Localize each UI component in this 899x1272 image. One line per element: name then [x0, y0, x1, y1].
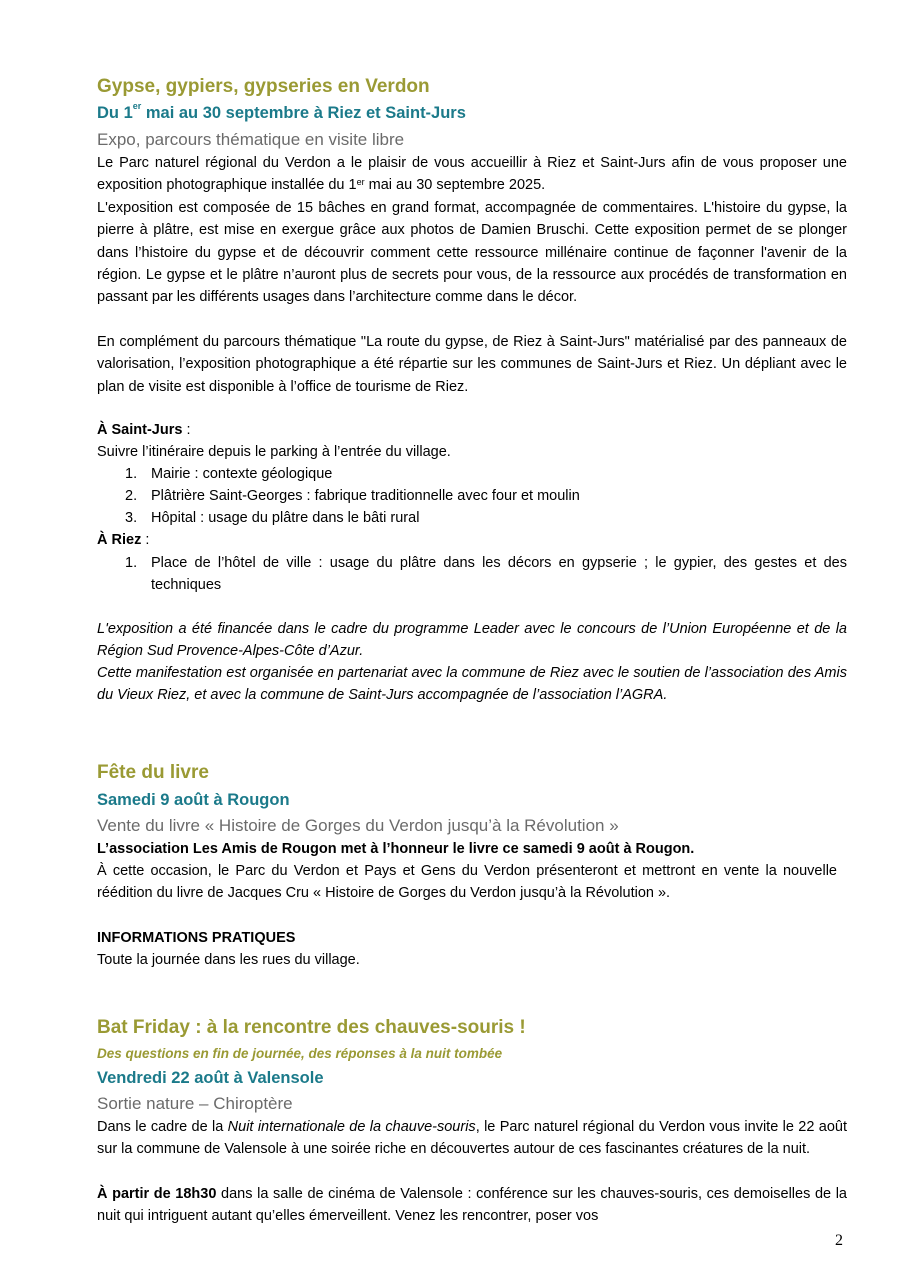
list-item: 2. Plâtrière Saint-Georges : fabrique traditionnelle avec four et moulin	[125, 488, 580, 504]
page-number: 2	[835, 1232, 843, 1249]
list-item: 1. Mairie : contexte géologique	[125, 466, 333, 482]
paragraph-parcours: En complément du parcours thématique "La route du gypse, de Riez à Saint-Jurs" matérialisé par des panneaux de valorisation, l’exposition photographique a été répartie sur les communes de Saint-Jurs et Riez. Un dépliant avec le plan de visite est disponible à l’office de tourisme de Riez.	[97, 334, 847, 395]
section-date-gypse: Du 1er mai au 30 septembre à Riez et Saint-Jurs	[97, 101, 466, 122]
list-item: 3. Hôpital : usage du plâtre dans le bâti rural	[125, 510, 420, 526]
saint-jurs-intro: Suivre l’itinéraire depuis le parking à l’entrée du village.	[97, 444, 451, 460]
info-title: INFORMATIONS PRATIQUES	[97, 930, 296, 946]
paragraph-intro: Le Parc naturel régional du Verdon a le plaisir de vous accueillir à Riez et Saint-Jurs afin de vous proposer une exposition photographique installée du 1er mai au 30 septembre 2025.	[97, 155, 847, 194]
list-item: 1. Place de l’hôtel de ville : usage du plâtre dans les décors en gypserie ; le gypier, des gestes et des techniques	[125, 555, 847, 594]
section-type-fete-du-livre: Vente du livre « Histoire de Gorges du Verdon jusqu’à la Révolution »	[97, 816, 619, 835]
section-date-fete-du-livre: Samedi 9 août à Rougon	[97, 791, 290, 809]
paragraph-partners: Cette manifestation est organisée en partenariat avec la commune de Riez avec le soutien de l’association des Amis du Vieux Riez, et avec la commune de Saint-Jurs accompagnée de l’association l’AGRA.	[97, 665, 847, 704]
paragraph-nuit: Dans le cadre de la Nuit internationale de la chauve-souris, le Parc naturel régional du Verdon vous invite le 22 août sur la commune de Valensole à une soirée riche en découvertes autour de ces fascinantes créatures de la nuit.	[97, 1119, 847, 1158]
paragraph-conference: À partir de 18h30 dans la salle de cinéma de Valensole : conférence sur les chauves-souris, ces demoiselles de la nuit qui intriguent autant qu’elles émerveillent. Venez les rencontrer, poser vos	[97, 1186, 847, 1225]
info-text: Toute la journée dans les rues du village.	[97, 952, 360, 968]
saint-jurs-heading: À Saint-Jurs :	[97, 422, 191, 438]
section-subtitle-bat-friday: Des questions en fin de journée, des réponses à la nuit tombée	[97, 1046, 503, 1061]
section-date-bat-friday: Vendredi 22 août à Valensole	[97, 1069, 324, 1087]
paragraph-exposition: L'exposition est composée de 15 bâches en grand format, accompagnée de commentaires. L'histoire du gypse, la pierre à plâtre, est mise en exergue grâce aux photos de Damien Bruschi. Cette exposition permet de se plonger dans l’histoire du gypse et de découvrir comment cette ressource millénaire continue de façonner l'avenir de la région. Le gypse et le plâtre n’auront plus de secrets pour vous, de la ressource aux procédés de transformation en passant par les différents usages dans l’architecture comme dans le décor.	[97, 200, 847, 306]
section-type-gypse: Expo, parcours thématique en visite libre	[97, 130, 405, 149]
paragraph-funding: L'exposition a été financée dans le cadre du programme Leader avec le concours de l’Union Européenne et de la Région Sud Provence-Alpes-Côte d’Azur.	[97, 621, 847, 660]
section-type-bat-friday: Sortie nature – Chiroptère	[97, 1094, 293, 1113]
riez-heading: À Riez :	[97, 532, 150, 548]
paragraph-reedition: À cette occasion, le Parc du Verdon et Pays et Gens du Verdon présenteront et mettront en vente la nouvelle réédition du livre de Jacques Cru « Histoire de Gorges du Verdon jusqu’à la Révolution ».	[97, 863, 837, 902]
section-title-fete-du-livre: Fête du livre	[97, 762, 209, 783]
section-title-gypse: Gypse, gypiers, gypseries en Verdon	[97, 76, 430, 97]
lead-sentence: L’association Les Amis de Rougon met à l’honneur le livre ce samedi 9 août à Rougon.	[97, 841, 695, 857]
section-title-bat-friday: Bat Friday : à la rencontre des chauves-souris !	[97, 1017, 526, 1038]
